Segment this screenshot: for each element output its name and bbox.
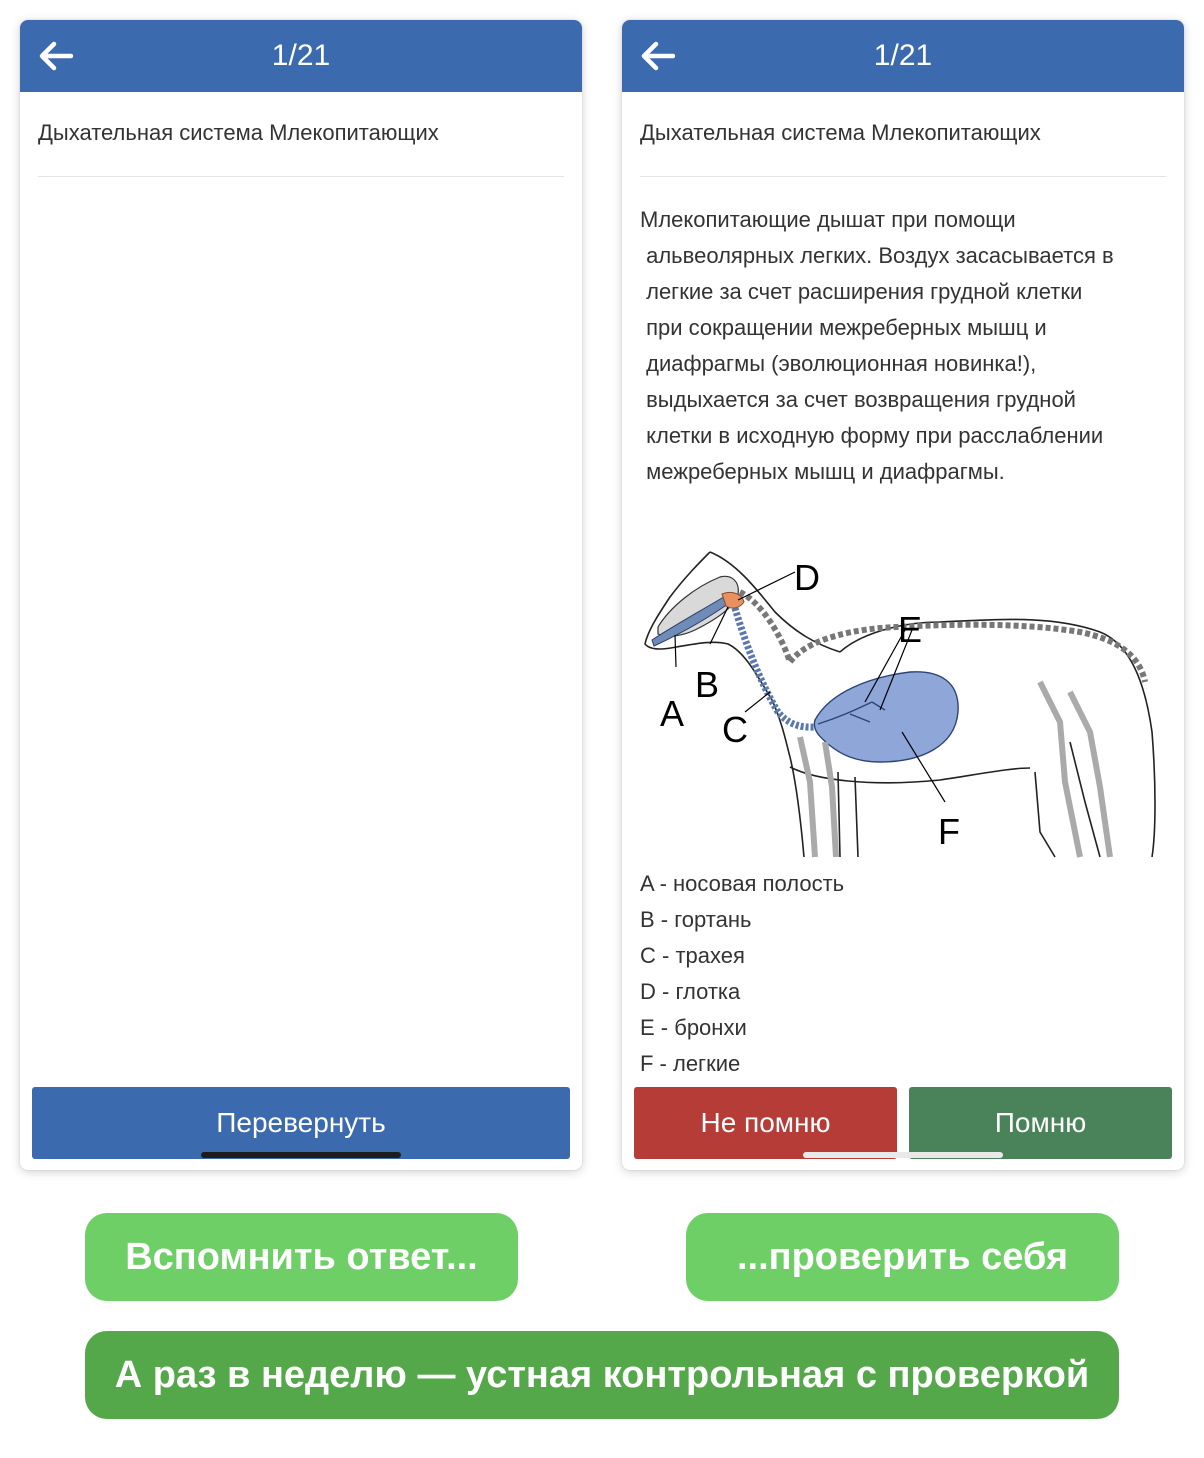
flashcard-back: [622, 20, 1184, 1170]
answer-line: клетки в исходную форму при расслаблении: [640, 423, 1104, 448]
legend-item: B - гортань: [640, 907, 752, 932]
caption-recall: Вспомнить ответ...: [85, 1213, 518, 1301]
answer-line: межреберных мышц и диафрагмы.: [640, 459, 1005, 484]
card-counter: 1/21: [271, 39, 331, 72]
divider: [38, 176, 564, 177]
answer-line: легкие за счет расширения грудной клетки: [640, 279, 1083, 304]
leader-c: [745, 692, 770, 712]
front-leg-bones: [800, 737, 836, 857]
legend-list: [640, 866, 844, 1082]
home-indicator[interactable]: [201, 1152, 401, 1158]
legend-item: E - бронхи: [640, 1015, 747, 1040]
legend-item: D - глотка: [640, 979, 741, 1004]
card-title: Дыхательная система Млекопитающих: [640, 120, 1041, 145]
legend-item: C - трахея: [640, 943, 745, 968]
caption-weekly: А раз в неделю — устная контрольная с проверкой: [85, 1331, 1119, 1419]
label-d: D: [794, 557, 820, 598]
horse-respiratory-diagram: [640, 532, 1165, 862]
answer-line: Млекопитающие дышат при помощи: [640, 207, 1016, 232]
leader-d: [738, 572, 795, 600]
card-counter: 1/21: [873, 39, 933, 72]
answer-line: при сокращении межреберных мышц и: [640, 315, 1047, 340]
flashcard-front: [20, 20, 582, 1170]
leader-a: [675, 635, 676, 667]
answer-line: альвеолярных легких. Воздух засасывается в: [640, 243, 1114, 268]
flip-button[interactable]: Перевернуть: [32, 1087, 570, 1159]
caption-check: ...проверить себя: [686, 1213, 1119, 1301]
home-indicator[interactable]: [803, 1152, 1003, 1158]
spine: [740, 592, 1145, 682]
answer-line: диафрагмы (эволюционная новинка!),: [640, 351, 1037, 376]
hind-leg-bones: [1040, 682, 1110, 857]
answer-line: выдыхается за счет возвращения грудной: [640, 387, 1076, 412]
card-header: [20, 20, 582, 92]
label-e: E: [898, 609, 923, 650]
label-b: B: [695, 664, 720, 705]
label-a: A: [660, 693, 685, 734]
label-f: F: [938, 811, 960, 852]
remember-button[interactable]: Помню: [909, 1087, 1172, 1159]
answer-text: [640, 202, 1170, 490]
legend-item: A - носовая полость: [640, 871, 845, 896]
divider: [640, 176, 1166, 177]
card-header: [622, 20, 1184, 92]
legend-item: F - легкие: [640, 1051, 741, 1076]
label-c: C: [722, 709, 748, 750]
forgot-button[interactable]: Не помню: [634, 1087, 897, 1159]
card-title: Дыхательная система Млекопитающих: [38, 120, 439, 145]
